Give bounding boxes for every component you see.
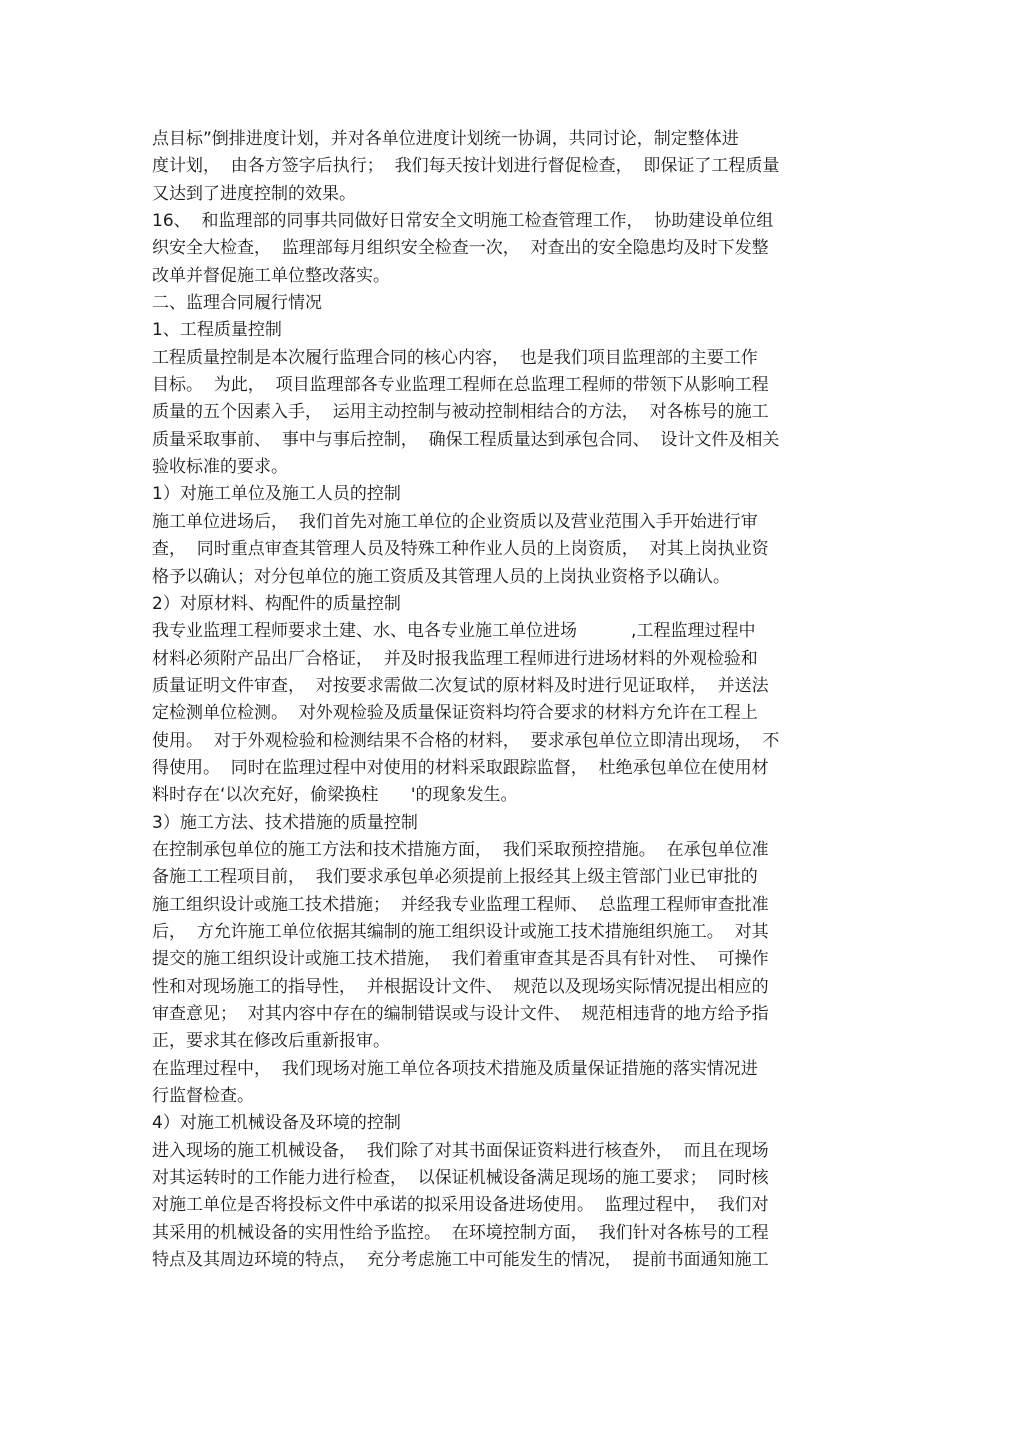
text-line: 行监督检查。: [152, 1086, 254, 1107]
text-line: 进入现场的施工机械设备， 我们除了对其书面保证资料进行核查外， 而且在现场: [152, 1140, 769, 1161]
text-line: 查， 同时重点审查其管理人员及特殊工种作业人员的上岗资质， 对其上岗执业资: [152, 539, 769, 560]
text-line: 度计划， 由各方签字后执行； 我们每天按计划进行督促检查， 即保证了工程质量: [152, 156, 780, 177]
text-line: 性和对现场施工的指导性， 并根据设计文件、 规范以及现场实际情况提出相应的: [152, 976, 769, 997]
text-line: 质量采取事前、 事中与事后控制， 确保工程质量达到承包合同、 设计文件及相关: [152, 429, 780, 450]
text-line: 又达到了进度控制的效果。: [152, 183, 356, 204]
text-line: 点目标”倒排进度计划，并对各单位进度计划统一协调，共同讨论，制定整体进: [152, 129, 739, 149]
document-page: [152, 126, 832, 1274]
text-line: 1、工程质量控制: [152, 320, 282, 341]
text-line: 二、监理合同履行情况: [152, 293, 322, 314]
text-line: 提交的施工组织设计或施工技术措施， 我们着重审查其是否具有针对性、 可操作: [152, 949, 769, 970]
text-line: 定检测单位检测。 对外观检验及质量保证资料均符合要求的材料方允许在工程上: [152, 703, 758, 724]
text-line: 其采用的机械设备的实用性给予监控。 在环境控制方面， 我们针对各栋号的工程: [152, 1222, 769, 1243]
text-line: 备施工工程项目前， 我们要求承包单必须提前上报经其上级主管部门业已审批的: [152, 867, 758, 888]
text-line: 16、 和监理部的同事共同做好日常安全文明施工检查管理工作， 协助建设单位组: [152, 211, 774, 232]
text-line: 1）对施工单位及施工人员的控制: [152, 484, 401, 505]
text-line: 使用。 对于外观检验和检测结果不合格的材料， 要求承包单位立即清出现场， 不: [152, 730, 780, 751]
text-line: 施工组织设计或施工技术措施； 并经我专业监理工程师、 总监理工程师审查批准: [152, 894, 769, 915]
text-line: 在控制承包单位的施工方法和技术措施方面， 我们采取预控措施。 在承包单位准: [152, 839, 769, 860]
text-line: 质量的五个因素入手， 运用主动控制与被动控制相结合的方法， 对各栋号的施工: [152, 402, 769, 423]
text-line: 验收标准的要求。: [152, 457, 288, 478]
text-line: 目标。 为此， 项目监理部各专业监理工程师在总监理工程师的带领下从影响工程: [152, 375, 769, 396]
text-line: 在监理过程中， 我们现场对施工单位各项技术措施及质量保证措施的落实情况进: [152, 1058, 758, 1079]
text-line: 施工单位进场后， 我们首先对施工单位的企业资质以及营业范围入手开始进行审: [152, 511, 758, 532]
text-line: 特点及其周边环境的特点， 充分考虑施工中可能发生的情况， 提前书面通知施工: [152, 1250, 769, 1271]
text-line: 织安全大检查， 监理部每月组织安全检查一次， 对查出的安全隐患均及时下发整: [152, 238, 769, 259]
text-line: 对施工单位是否将投标文件中承诺的拟采用设备进场使用。 监理过程中， 我们对: [152, 1195, 769, 1216]
text-line: 工程质量控制是本次履行监理合同的核心内容， 也是我们项目监理部的主要工作: [152, 347, 758, 368]
text-line: 3）施工方法、技术措施的质量控制: [152, 812, 418, 833]
text-line: 改单并督促施工单位整改落实。: [152, 265, 390, 286]
text-line: 正，要求其在修改后重新报审。: [152, 1031, 390, 1052]
text-line: 4）对施工机械设备及环境的控制: [152, 1113, 401, 1134]
text-line: 质量证明文件审查， 对按要求需做二次复试的原材料及时进行见证取样， 并送法: [152, 675, 769, 696]
text-line: 料时存在‘以次充好，偷梁换柱 '的现象发生。: [152, 785, 518, 806]
text-line: 后， 方允许施工单位依据其编制的施工组织设计或施工技术措施组织施工。 对其: [152, 921, 769, 942]
text-line: 审查意见； 对其内容中存在的编制错误或与设计文件、 规范相违背的地方给予指: [152, 1004, 769, 1024]
text-line: 材料必须附产品出厂合格证， 并及时报我监理工程师进行进场材料的外观检验和: [152, 648, 758, 669]
text-line: 对其运转时的工作能力进行检查， 以保证机械设备满足现场的施工要求； 同时核: [152, 1168, 769, 1189]
text-line: 得使用。 同时在监理过程中对使用的材料采取跟踪监督， 杜绝承包单位在使用材: [152, 757, 769, 778]
text-line: 我专业监理工程师要求土建、水、电各专业施工单位进场 ,工程监理过程中: [152, 621, 756, 642]
text-line: 2）对原材料、构配件的质量控制: [152, 593, 401, 614]
text-line: 格予以确认；对分包单位的施工资质及其管理人员的上岗执业资格予以确认。: [152, 566, 730, 587]
